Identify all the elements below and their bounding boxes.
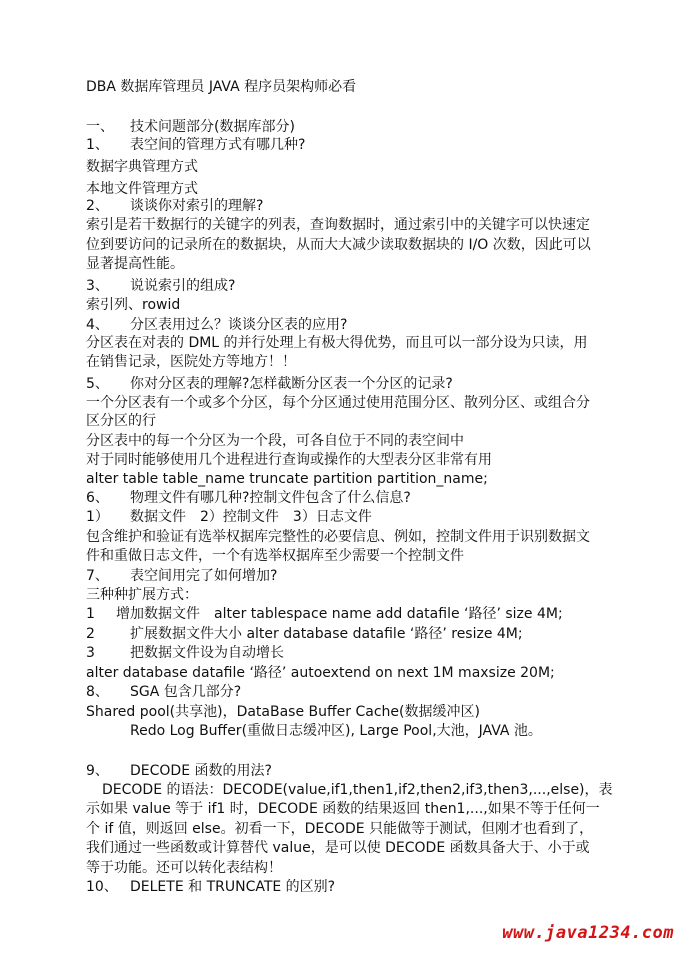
answer-line: 对于同时能够使用几个进程进行查询或操作的大型表分区非常有用 [86,452,492,468]
list-item-text: 把数据文件设为自动增长 [130,645,284,661]
answer-code: alter table table_name truncate partition partition_name; [86,471,488,487]
question-number: 1、 [86,137,109,153]
question-text: 你对分区表的理解?怎样截断分区表一个分区的记录? [130,376,453,392]
doc-title: DBA 数据库管理员 JAVA 程序员架构师必看 [86,79,357,95]
answer-line: 区分区的行 [86,413,156,429]
question-text: DELETE 和 TRUNCATE 的区别? [130,879,336,895]
list-item-text: 增加数据文件 alter tablespace name add datafile ‘路径’ size 4M; [116,606,563,622]
answer-line: 一个分区表有一个或多个分区，每个分区通过使用范围分区、散列分区、或组合分 [86,395,590,411]
file-type: 数据文件 [130,509,186,525]
answer-line: 分区表在对表的 DML 的并行处理上有极大得优势，而且可以一部分设为只读，用 [86,335,588,351]
question-8 [86,681,646,703]
list-item [86,603,646,625]
answer-line: 数据字典管理方式 [86,159,198,175]
question-text: 谈谈你对索引的理解? [130,198,264,214]
question-text: 表空间用完了如何增加? [130,568,278,584]
answer-line: 分区表中的每一个分区为一个段，可各自位于不同的表空间中 [86,433,464,449]
list-marker: 2 [86,626,95,642]
question-number: 2、 [86,198,109,214]
list-marker: 3 [86,645,95,661]
answer-line: 等于功能。还可以转化表结构！ [86,860,282,876]
answer-line: 在销售记录，医院处方等地方！！ [86,354,296,370]
answer-line: 三种种扩展方式： [86,587,198,603]
file-type: 2）控制文件 [200,509,279,525]
answer-line: DECODE 的语法：DECODE(value,if1,then1,if2,then2,if3,then3,...,else)，表 [102,782,613,798]
list-item [86,642,646,664]
question-text: 物理文件有哪几种?控制文件包含了什么信息? [130,490,411,506]
question-number: 4、 [86,317,109,333]
answer-line: 本地文件管理方式 [86,181,198,197]
file-types-line [86,506,646,528]
question-10 [86,876,646,898]
list-item-text: 扩展数据文件大小 alter database datafile ‘路径’ resize 4M; [130,626,523,642]
question-number: 5、 [86,376,109,392]
question-text: 说说索引的组成? [130,278,236,294]
file-type: 3）日志文件 [292,509,372,525]
answer-code: alter database datafile ‘路径’ autoextend on next 1M maxsize 20M; [86,665,555,681]
question-number: 10、 [86,879,118,895]
answer-line: 索引列、rowid [86,297,181,313]
answer-line: 包含维护和验证有选举权据库完整性的必要信息、例如，控制文件用于识别数据文 [86,529,590,545]
answer-line: 我们通过一些函数或计算替代 value，是可以使 DECODE 函数具备大于、小于或 [86,840,590,856]
question-text: 表空间的管理方式有哪几种? [130,137,306,153]
question-text: SGA 包含几部分? [130,684,242,700]
list-marker: 1 [86,606,95,622]
question-number: 9、 [86,763,109,779]
question-number: 7、 [86,568,109,584]
question-text: DECODE 函数的用法? [130,763,272,779]
answer-line: Redo Log Buffer(重做日志缓冲区), Large Pool,大池，JAVA 池。 [130,723,542,739]
question-1 [86,134,646,156]
question-text: 分区表用过么？谈谈分区表的应用? [130,317,348,333]
answer-line: 示如果 value 等于 if1 时，DECODE 函数的结果返回 then1,...,如果不等于任何一 [86,801,600,817]
question-number: 6、 [86,490,109,506]
section-text: 技术问题部分(数据库部分) [130,119,295,135]
answer-line: Shared pool(共享池)，DataBase Buffer Cache(数据缓冲区) [86,704,480,720]
section-number: 一、 [86,119,114,135]
answer-line: 位到要访问的记录所在的数据块，从而大大减少读取数据块的 I/O 次数，因此可以 [86,237,591,253]
answer-line: 件和重做日志文件，一个有选举权据库至少需要一个控制文件 [86,548,464,564]
watermark-url: www.java1234.com [502,923,674,943]
question-number: 3、 [86,278,109,294]
question-number: 8、 [86,684,109,700]
answer-line: 个 if 值，则返回 else。初看一下，DECODE 只能做等于测试，但刚才也看到了， [86,821,594,837]
answer-line: 显著提高性能。 [86,256,184,272]
answer-line: 索引是若干数据行的关键字的列表，查询数据时，通过索引中的关键字可以快速定 [86,217,590,233]
list-marker: 1） [86,509,109,525]
